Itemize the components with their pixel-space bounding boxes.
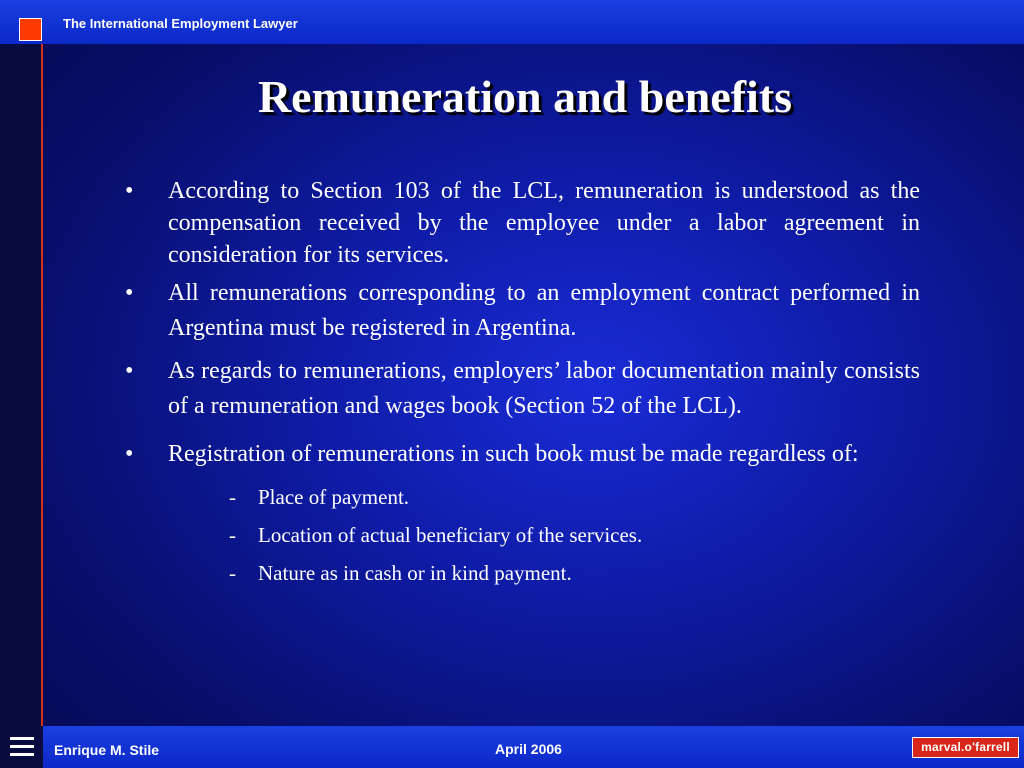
sub-item bbox=[229, 554, 920, 592]
sub-item-text: Nature as in cash or in kind payment. bbox=[258, 561, 572, 585]
bullet-icon: • bbox=[125, 358, 134, 384]
sub-list bbox=[229, 478, 920, 592]
slide-content bbox=[125, 175, 920, 592]
slide-title: Remuneration and benefits bbox=[257, 71, 793, 122]
footer-date: April 2006 bbox=[495, 741, 562, 757]
bullet-icon: • bbox=[125, 441, 134, 467]
bullet-item bbox=[125, 276, 920, 346]
bullet-item bbox=[125, 437, 920, 472]
bullet-text: As regards to remunerations, employers’ labor documentation mainly consists of a remuneration and wages book (Section 52 of the LCL). bbox=[168, 358, 920, 419]
sub-item bbox=[229, 516, 920, 554]
footer-author: Enrique M. Stile bbox=[54, 742, 160, 758]
header-title: The International Employment Lawyer bbox=[63, 16, 298, 31]
bullet-text: All remunerations corresponding to an employment contract performed in Argentina must be registered in Argentina. bbox=[168, 280, 920, 341]
left-sidebar bbox=[0, 44, 43, 726]
dash-icon: - bbox=[229, 561, 236, 585]
brand-square bbox=[19, 18, 42, 41]
bullet-text: Registration of remunerations in such book must be made regardless of: bbox=[168, 441, 859, 467]
header-bar bbox=[0, 0, 1024, 44]
bullet-icon: • bbox=[125, 280, 134, 306]
bullet-icon: • bbox=[125, 178, 134, 204]
bullet-item bbox=[125, 354, 920, 424]
company-logo: marval.o'farrell bbox=[912, 737, 1019, 758]
footer-bar bbox=[0, 726, 1024, 768]
dash-icon: - bbox=[229, 523, 236, 547]
dash-icon: - bbox=[229, 485, 236, 509]
sub-item bbox=[229, 478, 920, 516]
bullet-text: According to Section 103 of the LCL, remuneration is understood as the compensation received by the employee under a labor agreement in consideration for its services. bbox=[168, 178, 920, 268]
bullet-item bbox=[125, 175, 920, 271]
sub-item-text: Place of payment. bbox=[258, 485, 410, 509]
sub-item-text: Location of actual beneficiary of the services. bbox=[258, 523, 643, 547]
menu-icon[interactable] bbox=[0, 726, 43, 768]
